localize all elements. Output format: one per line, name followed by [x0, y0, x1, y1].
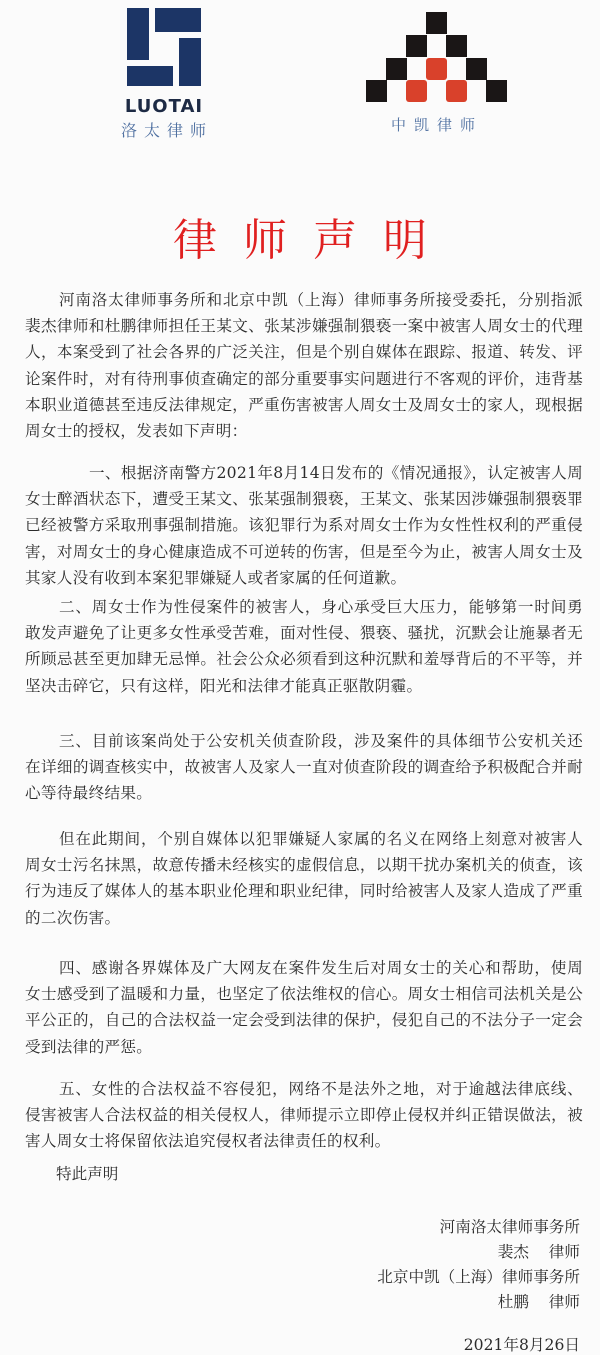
luotai-logo	[117, 8, 213, 141]
intro-paragraph: 河南洛太律师事务所和北京中凯（上海）律师事务所接受委托，分别指派裴杰律师和杜鹏律师担任王某文、张某涉嫌强制猥亵一案中被害人周女士的代理人，本案受到了社会各界的广泛关注，但是个别自媒体在跟踪、报道、转发、评论案件时，对有待刑事侦查确定的部分重要事实问题进行不客观的评价，违背基本职业道德甚至违反法律规定，严重伤害被害人周女士及周女士的家人，现根据周女士的授权，发表如下声明：	[25, 291, 583, 441]
signature-block	[377, 1215, 580, 1315]
zhongkai-chinese-name: 中凯律师	[390, 116, 483, 134]
luotai-logo-mark-icon	[127, 8, 201, 86]
document-date: 2021年8月26日	[463, 1336, 580, 1354]
statement-point-5: 五、女性的合法权益不容侵犯，网络不是法外之地，对于逾越法律底线、侵害被害人合法权益的相关侵权人，律师提示立即停止侵权并纠正错误做法，被害人周女士将保留依法追究侵权者法律责任的权利。	[25, 1080, 583, 1151]
statement-point-1: 一、根据济南警方2021年8月14日发布的《情况通报》，认定被害人周女士醉酒状态下，遭受王某文、张某强制猥亵，王某文、张某因涉嫌强制猥亵罪已经被警方采取刑事强制措施。该犯罪行为系对周女士作为女性性权利的严重侵害，对周女士的身心健康造成不可逆转的伤害，但是至今为止，被害人周女士及其家人没有收到本案犯罪嫌疑人或者家属的任何道歉。	[25, 464, 583, 587]
statement-point-4: 四、感谢各界媒体及广大网友在案件发生后对周女士的关心和帮助，使周女士感受到了温暖和力量，也坚定了依法维权的信心。周女士相信司法机关是公平公正的，自己的合法权益一定会受到法律的保护，侵犯自己的不法分子一定会受到法律的严惩。	[25, 959, 583, 1056]
statement-point-2: 二、周女士作为性侵案件的被害人，身心承受巨大压力，能够第一时间勇敢发声避免了让更多女性承受苦难，面对性侵、猥亵、骚扰，沉默会让施暴者无所顾忌甚至更加肆无忌惮。社会公众必须看到这种沉默和羞辱背后的不平等，并坚决击碎它，只有这样，阳光和法律才能真正驱散阴霾。	[25, 598, 583, 695]
closing-remark: 特此声明	[56, 1165, 119, 1183]
statement-point-3: 三、目前该案尚处于公安机关侦查阶段，涉及案件的具体细节公安机关还在详细的调查核实中，故被害人及家人一直对侦查阶段的调查给予积极配合并耐心等待最终结果。	[25, 732, 583, 803]
luotai-latin-name: LUOTAI	[124, 96, 204, 117]
signature-lawyer-du: 杜鹏 律师	[497, 1293, 580, 1311]
luotai-chinese-name: 洛太律师	[120, 121, 213, 140]
signature-firm-zhongkai: 北京中凯（上海）律师事务所	[377, 1268, 580, 1286]
zhongkai-logo	[366, 12, 506, 135]
signature-lawyer-pei: 裴杰 律师	[497, 1243, 580, 1261]
zhongkai-logo-mark-icon	[366, 12, 506, 104]
document-title: 律师声明	[173, 215, 453, 267]
signature-firm-luotai: 河南洛太律师事务所	[439, 1218, 580, 1236]
statement-point-3-continued: 但在此期间，个别自媒体以犯罪嫌疑人家属的名义在网络上刻意对被害人周女士污名抹黑，故意传播未经核实的虚假信息，以期干扰办案机关的侦查，该行为违反了媒体人的基本职业伦理和职业纪律，同时给被害人及家人造成了严重的二次伤害。	[25, 830, 583, 927]
